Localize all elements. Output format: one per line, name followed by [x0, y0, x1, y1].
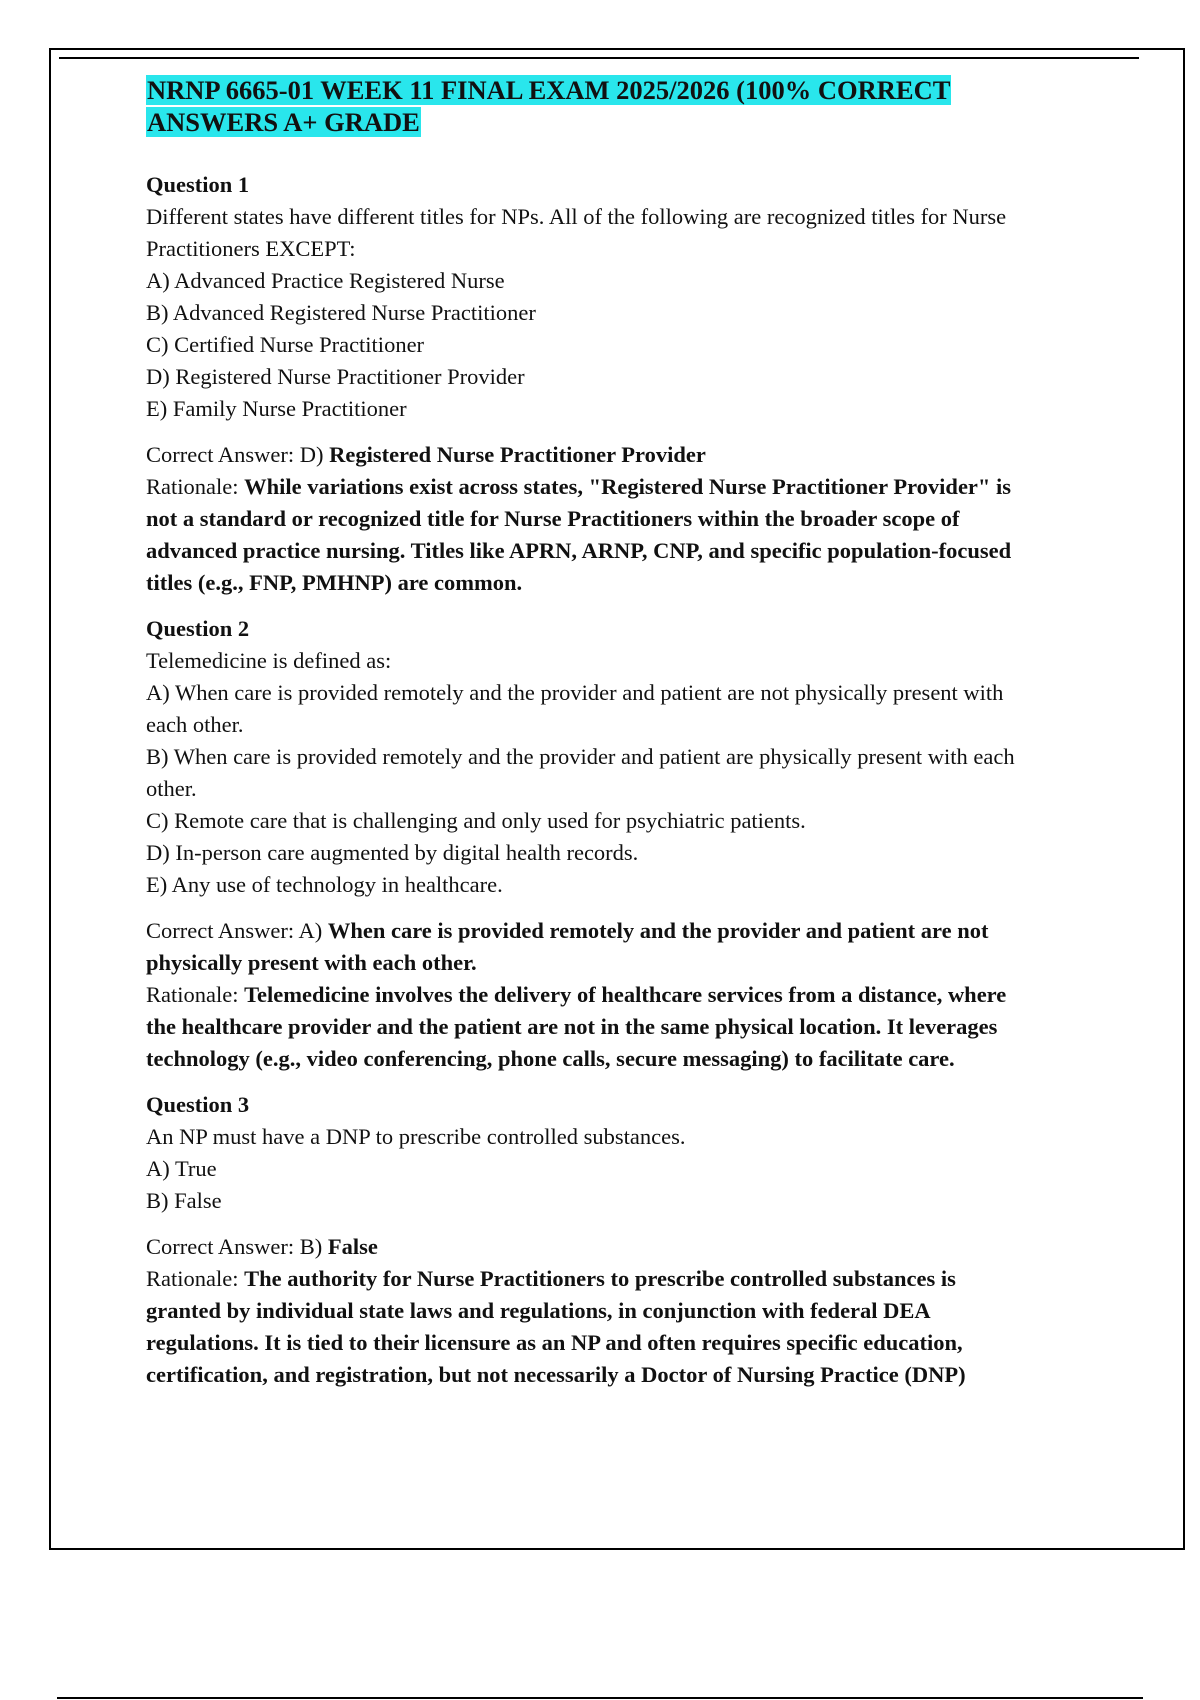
- correct-answer-value: physically present with each other.: [146, 950, 477, 975]
- rationale-text: advanced practice nursing. Titles like APRN, ARNP, CNP, and specific population-focused: [146, 538, 1012, 563]
- answer-option: B) False: [146, 1188, 222, 1213]
- question-heading: Question 1: [146, 172, 250, 197]
- rationale-label: Rationale:: [146, 982, 239, 1007]
- correct-answer: [146, 439, 1136, 471]
- rationale-label: Rationale:: [146, 1266, 239, 1291]
- question-prompt: An NP must have a DNP to prescribe controlled substances.: [146, 1124, 686, 1149]
- answer-option: A) True: [146, 1156, 217, 1181]
- page-frame: [49, 48, 1185, 1550]
- answer-option: E) Any use of technology in healthcare.: [146, 872, 503, 897]
- rationale-text: Telemedicine involves the delivery of healthcare services from a distance, where: [244, 982, 1007, 1007]
- answer-option: A) Advanced Practice Registered Nurse: [146, 268, 505, 293]
- answer-option: D) Registered Nurse Practitioner Provider: [146, 364, 525, 389]
- correct-answer-value: When care is provided remotely and the provider and patient are not: [327, 918, 989, 943]
- rationale-label: Rationale:: [146, 474, 239, 499]
- title-line-2: ANSWERS A+ GRADE: [147, 107, 420, 137]
- title-line-1: NRNP 6665-01 WEEK 11 FINAL EXAM 2025/2026 (100% CORRECT: [147, 75, 951, 105]
- answer-option: other.: [146, 776, 197, 801]
- rationale: [146, 979, 1136, 1011]
- document-title: [146, 74, 1136, 138]
- correct-answer: [146, 1231, 1136, 1263]
- correct-answer-label: Correct Answer: B): [146, 1234, 323, 1259]
- question-3: [146, 1089, 1136, 1391]
- question-prompt: Different states have different titles for NPs. All of the following are recognized titles for Nurse: [146, 204, 1007, 229]
- question-prompt: Telemedicine is defined as:: [146, 648, 392, 673]
- answer-option: C) Certified Nurse Practitioner: [146, 332, 425, 357]
- rationale: [146, 471, 1136, 503]
- answer-option: each other.: [146, 712, 244, 737]
- correct-answer: [146, 915, 1136, 947]
- question-2: [146, 613, 1136, 1075]
- question-prompt: Practitioners EXCEPT:: [146, 236, 356, 261]
- answer-option: A) When care is provided remotely and the provider and patient are not physically present with: [146, 680, 1004, 705]
- question-1: [146, 169, 1136, 599]
- rationale-text: While variations exist across states, "Registered Nurse Practitioner Provider" is: [244, 474, 1012, 499]
- answer-option: B) When care is provided remotely and the provider and patient are physically present with each: [146, 744, 1015, 769]
- answer-option: E) Family Nurse Practitioner: [146, 396, 407, 421]
- correct-answer-value: Registered Nurse Practitioner Provider: [329, 442, 706, 467]
- rationale-text: certification, and registration, but not necessarily a Doctor of Nursing Practice (DNP): [146, 1362, 966, 1387]
- correct-answer-value: False: [327, 1234, 378, 1259]
- bottom-rule: [57, 1697, 1143, 1699]
- rationale-text: technology (e.g., video conferencing, phone calls, secure messaging) to facilitate care.: [146, 1046, 955, 1071]
- rationale-text: titles (e.g., FNP, PMHNP) are common.: [146, 570, 523, 595]
- top-rule: [59, 57, 1139, 59]
- rationale-text: The authority for Nurse Practitioners to prescribe controlled substances is: [244, 1266, 956, 1291]
- answer-option: D) In-person care augmented by digital health records.: [146, 840, 639, 865]
- document-content: [146, 74, 1136, 1391]
- correct-answer-label: Correct Answer: D): [146, 442, 324, 467]
- rationale-text: not a standard or recognized title for Nurse Practitioners within the broader scope of: [146, 506, 960, 531]
- correct-answer-label: Correct Answer: A): [146, 918, 323, 943]
- answer-option: C) Remote care that is challenging and only used for psychiatric patients.: [146, 808, 806, 833]
- rationale: [146, 1263, 1136, 1295]
- question-heading: Question 3: [146, 1092, 250, 1117]
- rationale-text: granted by individual state laws and regulations, in conjunction with federal DEA: [146, 1298, 931, 1323]
- question-heading: Question 2: [146, 616, 250, 641]
- rationale-text: regulations. It is tied to their licensure as an NP and often requires specific education,: [146, 1330, 963, 1355]
- answer-option: B) Advanced Registered Nurse Practitioner: [146, 300, 536, 325]
- rationale-text: the healthcare provider and the patient are not in the same physical location. It leverages: [146, 1014, 998, 1039]
